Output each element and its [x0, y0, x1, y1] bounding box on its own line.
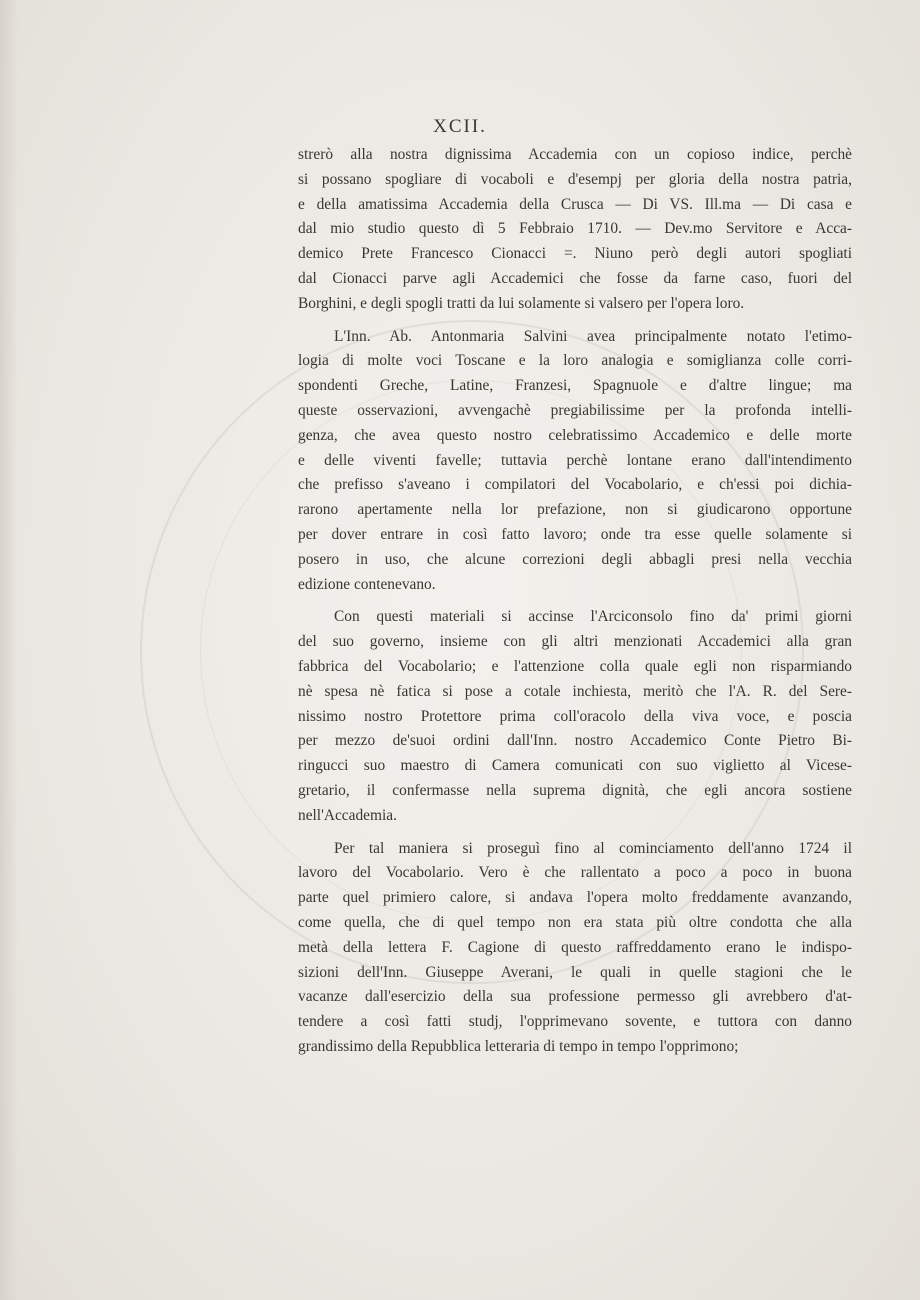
paragraph — [298, 325, 852, 598]
text-line: per dover entrare in così fatto lavoro; onde tra esse quelle solamente si — [298, 525, 852, 543]
text-line: che prefisso s'aveano i compilatori del Vocabolario, e ch'essi poi dichia- — [298, 476, 852, 494]
text-line: metà della lettera F. Cagione di questo raffreddamento erano le indispo- — [298, 938, 852, 956]
paragraph — [298, 605, 852, 828]
text-line: come quella, che di quel tempo non era stata più oltre condotta che alla — [298, 913, 852, 931]
text-line: strerò alla nostra dignissima Accademia con un copioso indice, perchè — [298, 146, 852, 163]
text-line: per mezzo de'suoi ordini dall'Inn. nostro Accademico Conte Pietro Bi- — [298, 732, 852, 750]
text-line: sizioni dell'Inn. Giuseppe Averani, le quali in quelle stagioni che le — [298, 963, 852, 981]
paragraph-gap — [298, 317, 852, 325]
text-line: nè spesa nè fatica si pose a cotale inchiesta, meritò che l'A. R. del Sere- — [298, 682, 852, 700]
text-line: Per tal maniera si proseguì fino al cominciamento dell'anno 1724 il — [334, 839, 852, 857]
text-line: genza, che avea questo nostro celebratissimo Accademico e delle morte — [298, 426, 852, 444]
text-line: nell'Accademia. — [298, 806, 397, 824]
paragraph — [298, 143, 852, 317]
text-line: gretario, il confermasse nella suprema dignità, che egli ancora sostiene — [298, 781, 852, 799]
page-number: XCII. — [433, 116, 487, 137]
text-line: fabbrica del Vocabolario; e l'attenzione colla quale egli non risparmiando — [298, 657, 852, 675]
text-line: spondenti Greche, Latine, Franzesi, Spagnuole e d'altre lingue; ma — [298, 377, 852, 395]
text-line: lavoro del Vocabolario. Vero è che rallentato a poco a poco in buona — [298, 864, 852, 882]
text-line: del suo governo, insieme con gli altri menzionati Accademici alla gran — [298, 633, 852, 651]
text-line: nissimo nostro Protettore prima coll'oracolo della viva voce, e poscia — [298, 707, 852, 725]
text-line: ringucci suo maestro di Camera comunicati con suo viglietto al Vicese- — [298, 757, 852, 775]
text-line: posero in uso, che alcune correzioni degli abbagli presi nella vecchia — [298, 550, 852, 568]
body-text — [298, 143, 852, 1060]
paragraph — [298, 837, 852, 1060]
text-line: tendere a così fatti studj, l'opprimevano sovente, e tuttora con danno — [298, 1013, 852, 1031]
text-line: edizione contenevano. — [298, 575, 436, 593]
paragraph-gap — [298, 829, 852, 837]
text-line: parte quel primiero calore, si andava l'opera molto freddamente avanzando, — [298, 889, 852, 907]
text-line: dal mio studio questo dì 5 Febbraio 1710. — Dev.mo Servitore e Acca- — [298, 220, 852, 238]
text-line: dal Cionacci parve agli Accademici che fosse da farne caso, fuori del — [298, 269, 852, 287]
text-line: Con questi materiali si accinse l'Arciconsolo fino da' primi giorni — [334, 608, 852, 626]
text-line: vacanze dall'esercizio della sua professione permesso gli avrebbero d'at- — [298, 988, 852, 1006]
text-line: e delle viventi favelle; tuttavia perchè lontane erano dall'intendimento — [298, 451, 852, 469]
text-line: demico Prete Francesco Cionacci =. Niuno però degli autori spogliati — [298, 245, 852, 263]
text-line: e della amatissima Accademia della Crusca — Di VS. Ill.ma — Di casa e — [298, 195, 852, 213]
text-line: L'Inn. Ab. Antonmaria Salvini avea principalmente notato l'etimo- — [334, 327, 852, 345]
text-line: rarono apertamente nella lor prefazione, non si giudicarono opportune — [298, 501, 852, 519]
text-line: Borghini, e degli spogli tratti da lui solamente si valsero per l'opera loro. — [298, 294, 745, 312]
text-line: grandissimo della Repubblica letteraria di tempo in tempo l'opprimono; — [298, 1037, 739, 1055]
paragraph-gap — [298, 597, 852, 605]
text-line: si possano spogliare di vocaboli e d'esempj per gloria della nostra patria, — [298, 170, 852, 188]
page-edge — [0, 0, 18, 1300]
text-line: logia di molte voci Toscane e la loro analogia e somiglianza colle corri- — [298, 352, 852, 370]
text-line: queste osservazioni, avvengachè pregiabilissime per la profonda intelli- — [298, 401, 852, 419]
